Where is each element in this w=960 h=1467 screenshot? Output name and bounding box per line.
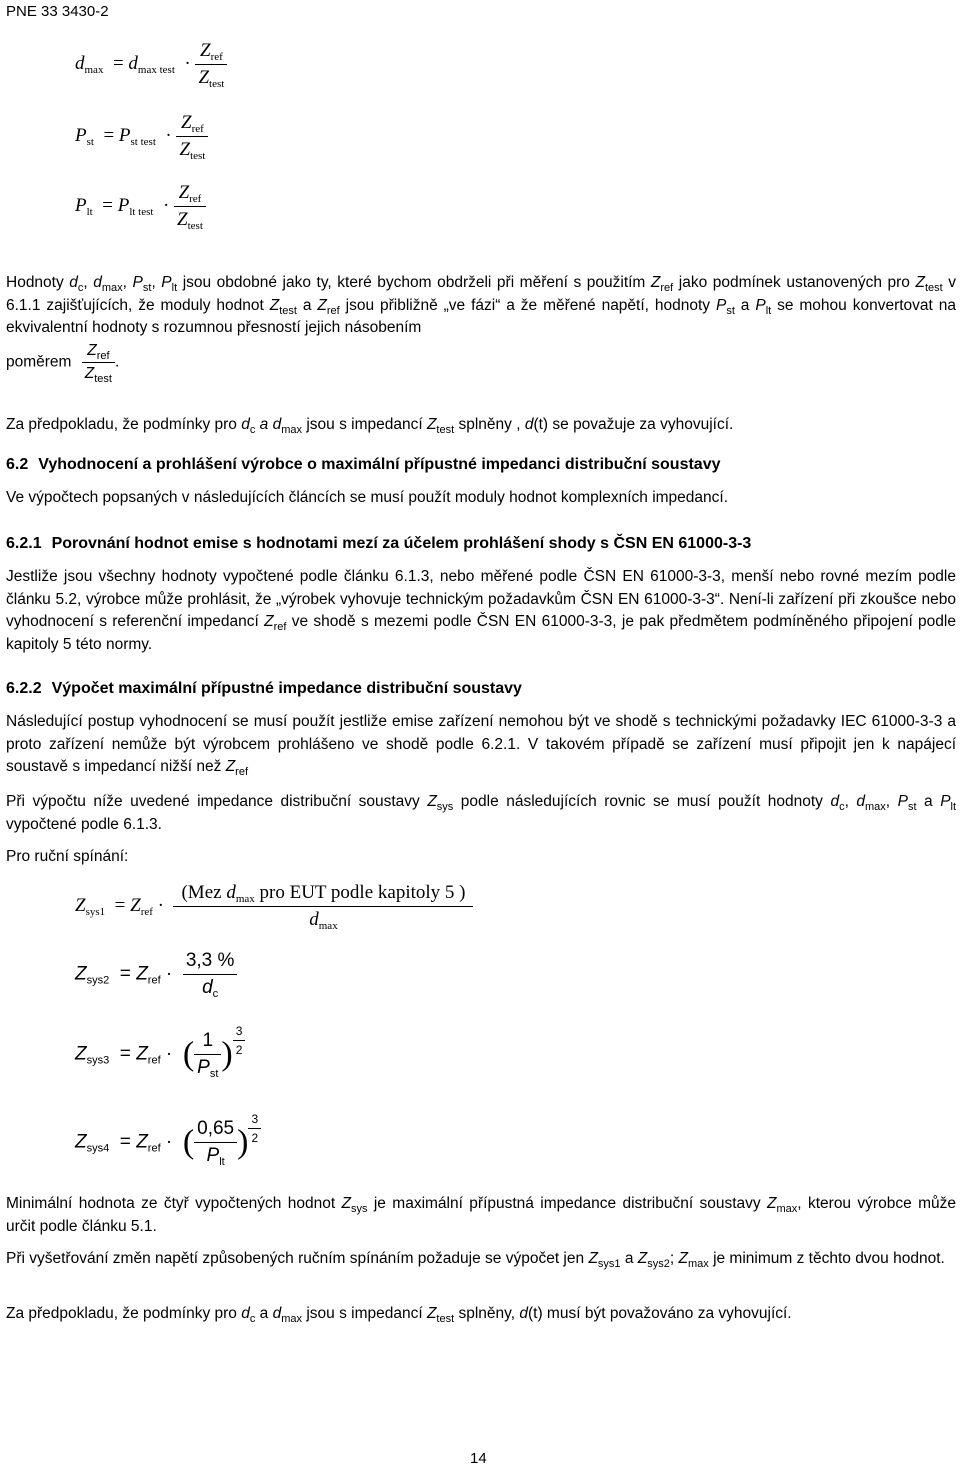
paragraph-voltage-changes: Při vyšetřování změn napětí způsobených ručním spínáním požaduje se výpočet jen $Z_{sys1}$ a $Z_{sys2}$; $Z_{max}$ je minimum z těchto dvou hodnot. [6, 1250, 945, 1270]
equation-plt: $P_{lt} = P_{lt test}$ · $\frac{Z_{ref}}{Z_{test}}$ [75, 182, 206, 231]
paragraph-complex-impedances: Ve výpočtech popsaných v následujících článcích se musí použít moduly hodnot komplexních impedancí. [6, 489, 729, 506]
paragraph-zsys: Při výpočtu níže uvedené impedance distribuční soustavy $Z_{sys}$ podle následujících rovnic se musí použít hodnoty $d_c$, $d_{max}$, $P_{st}$ a $P_{lt}$ vypočtené podle 6.1.3. [6, 793, 957, 833]
paragraph-compliance: Jestliže jsou všechny hodnoty vypočtené podle článku 6.1.3, nebo měřené podle ČSN EN 61000-3-3, menší nebo rovné mezím podle článku 5.2, výrobce může prohlásit, že „výrobek vyhovuje technickým požadavkům ČSN EN 61000-3-3“. Není-li zařízení při zkoušce nebo vyhodnocení s referenční impedancí $Z_{ref}$ ve shodě s mezemi podle ČSN EN 61000-3-3, je pak předmětem podmíněného připojení podle kapitoly 5 této normy. [6, 568, 956, 653]
equation-zsys3: $Z_{sys3} = Z_{ref}$ · ( $\frac{1}{P_{st}}$ ) $\frac{3}{2}$ [75, 1030, 245, 1079]
heading-6-2: 6.2 Vyhodnocení a prohlášení výrobce o maximální přípustné impedanci distribuční soustavy [6, 456, 721, 473]
heading-6-2-2: 6.2.2 Výpočet maximální přípustné impedance distribuční soustavy [6, 680, 522, 697]
paragraph-values-conversion: Hodnoty $d_c$, $d_{max}$, $P_{st}$, $P_{lt}$ jsou obdobné jako ty, které bychom obdrželi při měření s použitím $Z_{ref}$ jako podmínek ustanovených pro $Z_{test}$ v 6.1.1 zajišťujících, že moduly hodnot $Z_{test}$ a $Z_{ref}$ jsou přibližně „ve fázi“ a že měřené napětí, hodnoty $P_{st}$ a $P_{lt}$ se mohou konvertovat na ekvivalentní hodnoty s rozumnou přesností jejich násobením [6, 274, 956, 336]
paragraph-procedure: Následující postup vyhodnocení se musí použít jestliže emise zařízení nemohou být ve shodě s technickými požadavky IEC 61000-3-3 a proto zařízení nemůže být výrobcem prohlášeno ve shodě podle 6.2.1. V takovém případě se zařízení musí připojit jen k napájecí soustavě s impedancí nižší než $Z_{ref}$ [6, 713, 956, 778]
heading-6-2-1: 6.2.1 Porovnání hodnot emise s hodnotami mezí za účelem prohlášení shody s ČSN EN 61000-3-3 [6, 535, 752, 552]
paragraph-condition: Za předpokladu, že podmínky pro $d_c$ a $d_{max}$ jsou s impedancí $Z_{test}$ splněny , d(t) se považuje za vyhovující. [6, 416, 734, 436]
equation-pst: $P_{st} = P_{st test}$ · $\frac{Z_{ref}}{Z_{test}}$ [75, 112, 208, 161]
ratio-line: poměrem $\frac{Z_{ref}}{Z_{test}}$ . [6, 342, 120, 385]
page-number: 14 [470, 1450, 487, 1467]
equation-dmax: $d_{max} = d_{max test}$ · $\frac{Z_{ref}}{Z_{test}}$ [75, 40, 227, 89]
paragraph-final-condition: Za předpokladu, že podmínky pro $d_c$ a $d_{max}$ jsou s impedancí $Z_{test}$ splněny, d(t) musí být považováno za vyhovující. [6, 1305, 792, 1325]
paragraph-minimum-value: Minimální hodnota ze čtyř vypočtených hodnot $Z_{sys}$ je maximální přípustná impedance distribuční soustavy $Z_{max}$, kterou výrobce může určit podle článku 5.1. [6, 1195, 956, 1235]
equation-zsys4: $Z_{sys4} = Z_{ref}$ · ( $\frac{0,65}{P_{lt}}$ ) $\frac{3}{2}$ [75, 1118, 261, 1167]
document-header: PNE 33 3430-2 [6, 3, 109, 20]
equation-zsys2: $Z_{sys2} = Z_{ref}$ · $\frac{3,3 \%}{d_c}$ [75, 950, 237, 999]
paragraph-manual-switching: Pro ruční spínání: [6, 848, 129, 865]
equation-zsys1: $Z_{sys1} = Z_{ref}$ · $\frac{(Mez d_{max} pro EUT podle kapitoly 5 )}{d_{max}}$ [75, 882, 473, 931]
